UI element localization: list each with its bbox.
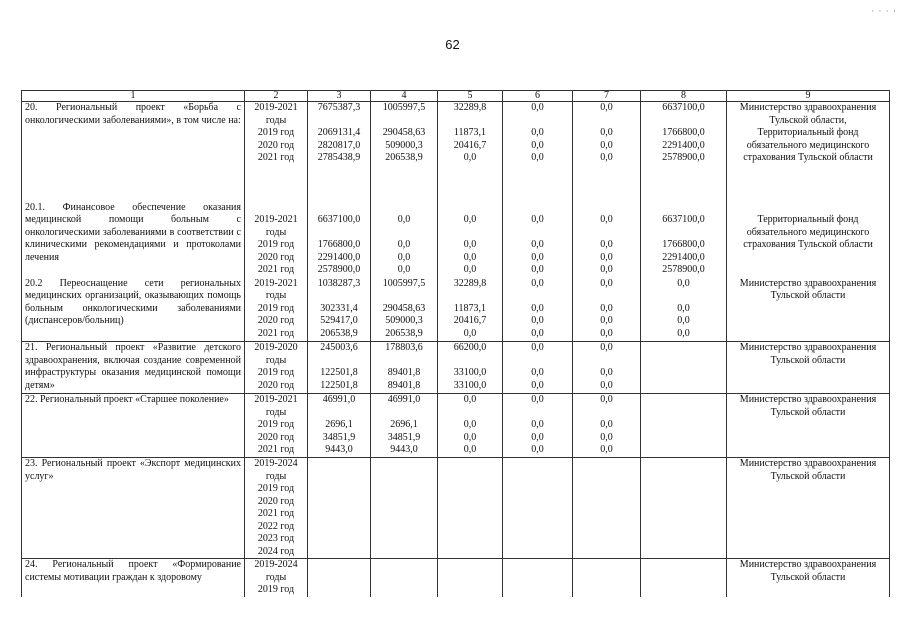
row-name: 23. Региональный проект «Экспорт медицинских услуг» (22, 458, 245, 559)
row-period: 2019-2021 годы 2019 год 2020 год 2021 год (245, 394, 308, 458)
value-cell: 66200,0 33100,0 33100,0 (438, 342, 503, 394)
row-name: 20. Региональный проект «Борьба с онкологическими заболеваниями», в том числе на: (22, 102, 245, 202)
page-number: 62 (445, 37, 460, 52)
value-cell: 1005997,5 290458,63 509000,3 206538,9 (371, 102, 438, 202)
funding-table (21, 90, 890, 597)
responsible-org: Министерство здравоохранения Тульской области (727, 278, 890, 342)
value-cell (503, 559, 573, 597)
column-header: 2 (245, 91, 308, 102)
row-name: 21. Региональный проект «Развитие детского здравоохранения, включая создание современной инфраструктуры оказания медицинской помощи детям» (22, 342, 245, 394)
responsible-org: Министерство здравоохранения Тульской области (727, 559, 890, 597)
value-cell (371, 458, 438, 559)
value-cell (438, 559, 503, 597)
value-cell: 46991,0 2696,1 34851,9 9443,0 (371, 394, 438, 458)
table-row (22, 458, 890, 559)
value-cell: 0,0 0,0 0,0 0,0 (503, 102, 573, 202)
value-cell: 0,0 0,0 0,0 0,0 (573, 278, 641, 342)
value-cell (308, 559, 371, 597)
column-header: 5 (438, 91, 503, 102)
value-cell: 0,0 0,0 0,0 0,0 (573, 394, 641, 458)
column-header: 7 (573, 91, 641, 102)
table-header-row (22, 91, 890, 102)
value-cell: 32289,8 11873,1 20416,7 0,0 (438, 102, 503, 202)
value-cell: 0,0 0,0 0,0 (503, 342, 573, 394)
column-header: 4 (371, 91, 438, 102)
value-cell: 178803,6 89401,8 89401,8 (371, 342, 438, 394)
table-row (22, 278, 890, 342)
row-name: 22. Региональный проект «Старшее поколение» (22, 394, 245, 458)
value-cell: 6637100,0 1766800,0 2291400,0 2578900,0 (641, 202, 727, 278)
column-header: 1 (22, 91, 245, 102)
responsible-org: Министерство здравоохранения Тульской области (727, 394, 890, 458)
responsible-org: Министерство здравоохранения Тульской области (727, 458, 890, 559)
table-row (22, 102, 890, 202)
value-cell (573, 559, 641, 597)
table-row (22, 559, 890, 597)
row-period: 2019-2024 годы 2019 год (245, 559, 308, 597)
value-cell: 32289,8 11873,1 20416,7 0,0 (438, 278, 503, 342)
value-cell (641, 342, 727, 394)
row-period: 2019-2021 годы 2019 год 2020 год 2021 год (245, 102, 308, 202)
responsible-org: Территориальный фонд обязательного медицинского страхования Тульской области (727, 202, 890, 278)
table-row (22, 342, 890, 394)
column-header: 6 (503, 91, 573, 102)
column-header: 3 (308, 91, 371, 102)
value-cell: 1005997,5 290458,63 509000,3 206538,9 (371, 278, 438, 342)
responsible-org: Министерство здравоохранения Тульской области, Территориальный фонд обязательного медицинского страхования Тульской области (727, 102, 890, 202)
value-cell (573, 458, 641, 559)
row-name: 20.1. Финансовое обеспечение оказания медицинской помощи больным с онкологическими заболеваниями в соответствии с клиническими рекомендациями и протоколами лечения (22, 202, 245, 278)
value-cell: 0,0 0,0 0,0 0,0 (503, 394, 573, 458)
value-cell (371, 559, 438, 597)
value-cell (641, 559, 727, 597)
value-cell: 46991,0 2696,1 34851,9 9443,0 (308, 394, 371, 458)
value-cell: 0,0 0,0 0,0 0,0 (573, 102, 641, 202)
responsible-org: Министерство здравоохранения Тульской области (727, 342, 890, 394)
column-header: 8 (641, 91, 727, 102)
value-cell: 0,0 0,0 0,0 0,0 (438, 202, 503, 278)
value-cell: 0,0 0,0 0,0 0,0 (438, 394, 503, 458)
row-period: 2019-2021 годы 2019 год 2020 год 2021 год (245, 202, 308, 278)
value-cell: 6637100,0 1766800,0 2291400,0 2578900,0 (308, 202, 371, 278)
value-cell: 1038287,3 302331,4 529417,0 206538,9 (308, 278, 371, 342)
value-cell: 0,0 0,0 0,0 0,0 (503, 202, 573, 278)
value-cell (641, 458, 727, 559)
value-cell: 245003,6 122501,8 122501,8 (308, 342, 371, 394)
value-cell: 0,0 0,0 0,0 0,0 (573, 202, 641, 278)
column-header: 9 (727, 91, 890, 102)
value-cell: 0,0 0,0 0,0 (573, 342, 641, 394)
scan-marks: · · · · (871, 6, 897, 16)
value-cell (308, 458, 371, 559)
row-name: 20.2 Переоснащение сети региональных медицинских организаций, оказывающих помощь больным онкологическими заболеваниями (диспансеров/больниц) (22, 278, 245, 342)
value-cell (438, 458, 503, 559)
value-cell: 7675387,3 2069131,4 2820817,0 2785438,9 (308, 102, 371, 202)
row-name: 24. Региональный проект «Формирование системы мотивации граждан к здоровому (22, 559, 245, 597)
value-cell: 0,0 0,0 0,0 0,0 (371, 202, 438, 278)
row-period: 2019-2020 годы 2019 год 2020 год (245, 342, 308, 394)
row-period: 2019-2021 годы 2019 год 2020 год 2021 год (245, 278, 308, 342)
table-row (22, 394, 890, 458)
value-cell (503, 458, 573, 559)
value-cell (641, 394, 727, 458)
value-cell: 0,0 0,0 0,0 0,0 (503, 278, 573, 342)
row-period: 2019-2024 годы 2019 год 2020 год 2021 год 2022 год 2023 год 2024 год (245, 458, 308, 559)
value-cell: 6637100,0 1766800,0 2291400,0 2578900,0 (641, 102, 727, 202)
table-row (22, 202, 890, 278)
value-cell: 0,0 0,0 0,0 0,0 (641, 278, 727, 342)
